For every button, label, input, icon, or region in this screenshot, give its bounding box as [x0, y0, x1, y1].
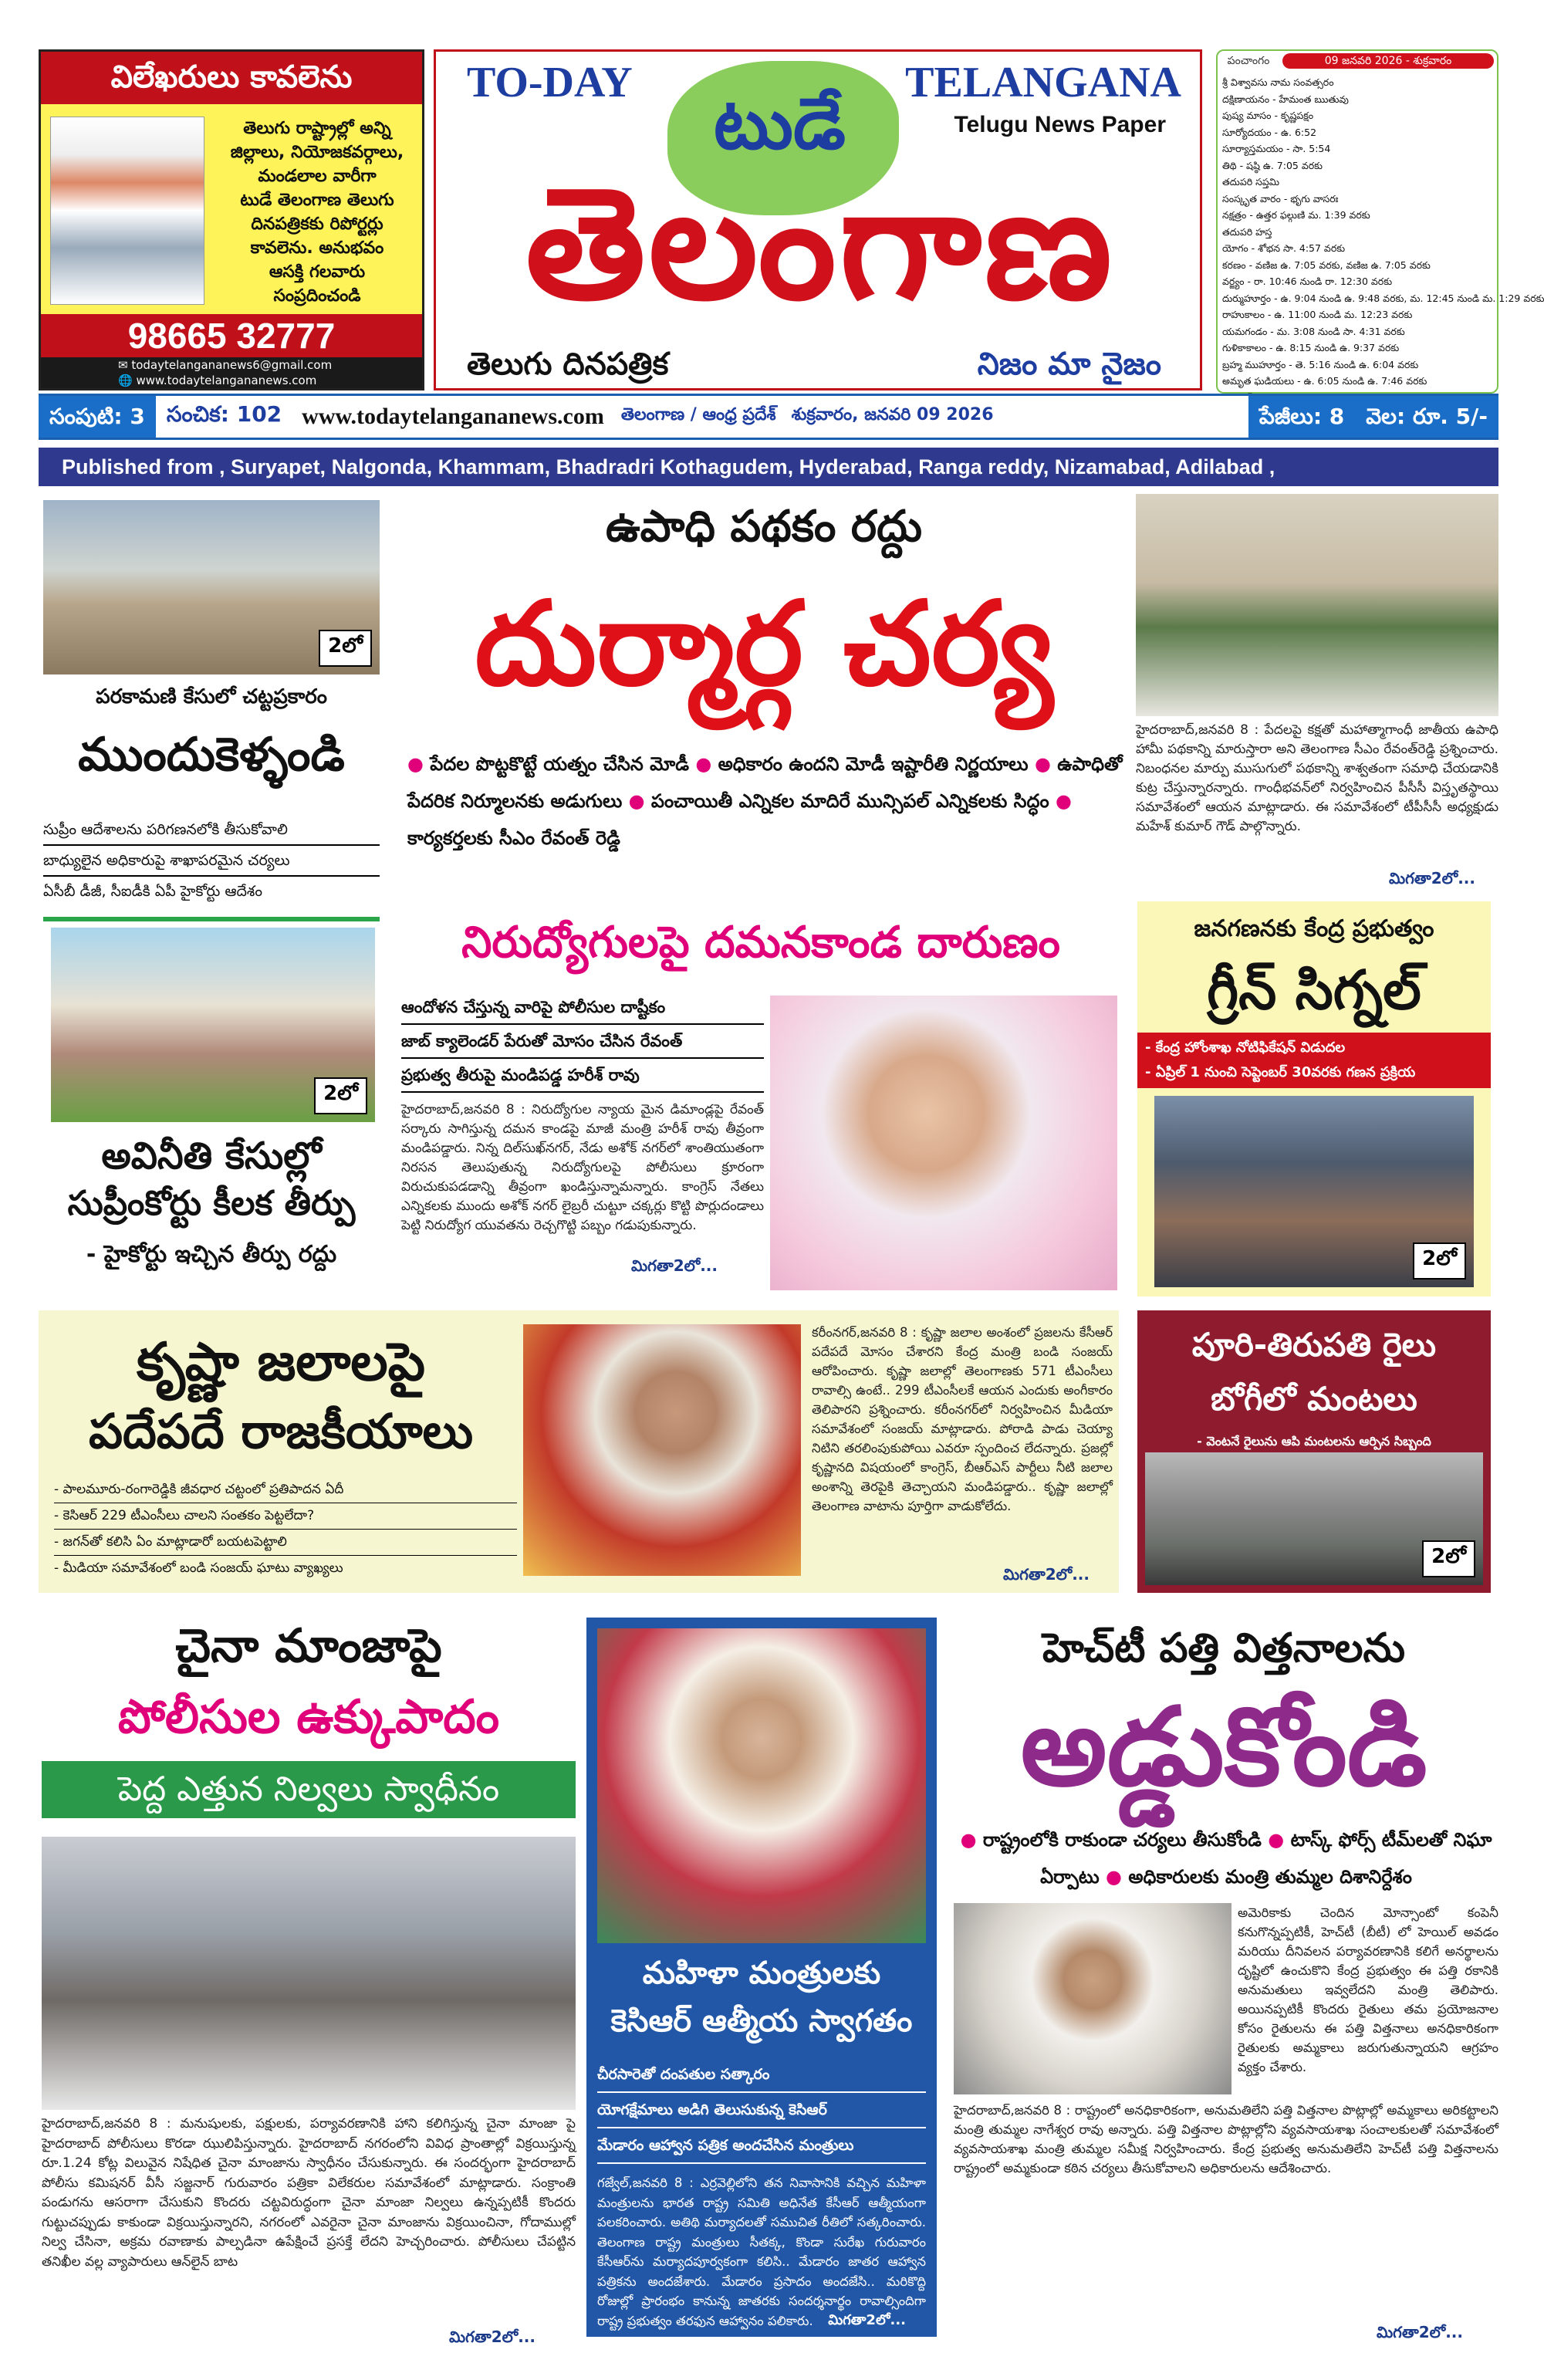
- published-bar: Published from , Suryapet, Nalgonda, Khammam, Bhadradri Kothagudem, Hyderabad, Ranga reddy, Nizamabad, Adilabad ,: [39, 448, 1498, 486]
- price: వెల: రూ. 5/-: [1355, 396, 1498, 438]
- ad-line: ఆసక్తి గలవారు: [269, 262, 366, 282]
- logo-small: టుడే: [714, 83, 846, 165]
- kcr-headline-1: మహిళా మంత్రులకు: [642, 1956, 881, 1991]
- supreme-court-photo: [51, 928, 375, 1122]
- panchangam-line: యమగండం - మ. 3:08 నుండి సా. 4:31 వరకు: [1222, 325, 1405, 337]
- panchangam-line: రాహుకాలం - ఉ. 11:00 నుండి మ. 12:23 వరకు: [1222, 309, 1413, 320]
- tagline-right: నిజం మా నైజం: [977, 347, 1161, 382]
- date: శుక్రవారం, జనవరి 09 2026: [791, 405, 994, 424]
- bullet-dot: ●: [960, 1829, 983, 1851]
- harish-headline: నిరుద్యోగులపై దమనకాండ దారుణం: [461, 918, 1060, 968]
- harish-photo: [770, 996, 1117, 1290]
- bullet: రాష్ట్రంలోకి రాకుండా చర్యలు తీసుకోండి: [982, 1829, 1262, 1851]
- panchangam-line: సంస్కృత వారం - భృగు వాసరః: [1222, 192, 1339, 205]
- price-box: [1248, 396, 1498, 438]
- issue: సంచిక: 102: [166, 401, 282, 427]
- rail-box: [1137, 1310, 1491, 1593]
- panchangam-line: పుష్య మాసం - కృష్ణపక్షం: [1222, 110, 1314, 121]
- bullet: బాధ్యులైన అధికారుపై శాఖాపరమైన చర్యలు: [43, 846, 380, 877]
- htcotton-headline: అడ్డుకోండి: [1020, 1685, 1427, 1810]
- lead-bullets: [407, 745, 1125, 857]
- manja-body: హైదరాబాద్,జనవరి 8 : మనుషులకు, పక్షులకు, పర్యావరణానికి హాని కలిగిస్తున్న చైనా మాంజా పై హైదరాబాద్ పోలీసులు కొరడా ఝులిపిస్తున్నారు. హైదరాబాద్ నగరంలోని వివిధ ప్రాంతాల్లో విక్రయిస్తున్న రూ.1.24 కోట్ల విలువైన నిషేధిత చైనా మాంజాను స్వాధీనం చేసుకున్నారు. ఈ సందర్భంగా హైదరాబాద్ పోలీసు కమిషనర్ వీసీ సజ్జనార్ గురువారం పత్రికా విలేకరుల సమావేశంలో మాట్లాడారు. సంక్రాంతి పండుగను ఆసరాగా చేసుకుని కొందరు చట్టవిరుద్ధంగా చైనా మాంజా నిల్వలు ఉన్నప్పటికీ కొందరు గుట్టుచప్పుడు కాకుండా విక్రయిస్తున్నారని, నగరంలో ఎవరైనా చైనా మాంజాను విక్రయించినా, గోదాముల్లో నిల్వ చేసినా, అక్రమ రవాణాకు పాల్పడినా ఉపేక్షించే ప్రసక్తే లేదని హెచ్చరించారు. పోలీసులు చేపట్టిన తనిఖీల వల్ల వ్యాపారులు ఆన్‌లైన్ బాట: [42, 2116, 576, 2270]
- panchangam-line: నక్షత్రం - ఉత్తర ఫల్గుణి మ. 1:39 వరకు: [1222, 209, 1370, 221]
- panchangam-lines: [1218, 71, 1544, 409]
- lead-more[interactable]: మిగతా2లో...: [1389, 869, 1475, 887]
- census-bullets: [1137, 1033, 1491, 1088]
- lead-body: హైదరాబాద్,జనవరి 8 : పేదలపై కక్షతో మహాత్మాగాంధీ జాతీయ ఉపాధి హామీ పథకాన్ని మారుస్తారా అని తెలంగాణ సీఎం రేవంత్‌రెడ్డి ప్రశ్నించారు. నిబంధనల మార్పు ముసుగులో పథకాన్ని శాశ్వతంగా సమాధి చేయడానికి కుట్ర చేస్తున్నారన్నారు. గాంధీభవన్‌లో నిర్వహించిన పీసీసీ విస్తృతస్థాయి సమావేశంలో ఆయన మాట్లాడారు. ఈ సమావేశంలో టీపీసీసీ అధ్యక్షుడు మహేశ్ కుమార్ గౌడ్ పాల్గొన్నారు.: [1136, 722, 1498, 834]
- panchangam-line: బ్రహ్మ ముహూర్తం - తె. 5:16 నుండి ఉ. 6:04 వరకు: [1222, 358, 1419, 370]
- panchangam-line: దక్షిణాయనం - హేమంత ఋతువు: [1222, 93, 1349, 105]
- highcourt-kicker: పరకామణి కేసులో చట్టప్రకారం: [96, 685, 327, 708]
- htcotton-body-1: అమెరికాకు చెందిన మోన్సాంటో కంపెనీ కనుగొన్నప్పటికీ, హెచ్‌టీ (బీటీ) లో హెయిల్ అవడం మరియు దీనివలన పర్యావరణానికి కలిగే అనర్థాలను దృష్టిలో ఉంచుకొని కేంద్ర ప్రభుత్వం ఈ పత్తి రకానికి అనుమతులు ఇవ్వలేదని మంత్రి తెలిపారు. అయినప్పటికీ కొందరు రైతులు తమ ప్రయోజనాల కోసం రైతులను ఈ పత్తి విత్తనాలు అనధికారికంగా రైతులకు అమ్మకాలు జరుగుతున్నాయని ఆగ్రహం వ్యక్తం చేశారు.: [1238, 1905, 1498, 2074]
- panchangam-date: 09 జనవరి 2026 - శుక్రవారం: [1282, 53, 1494, 69]
- kcr-box: [586, 1618, 937, 2337]
- bullet: ఉపాధితో పేదరిక నిర్మూలనకు అడుగులు: [407, 753, 1123, 812]
- harish-bullets: [401, 991, 764, 1093]
- bullet: పేదల పొట్టకొట్టే యత్నం చేసిన మోడీ: [430, 753, 689, 775]
- info-bar: [39, 394, 1498, 440]
- krishna-more[interactable]: మిగతా2లో...: [1003, 1565, 1090, 1584]
- kcr-body: గజ్వేల్,జనవరి 8 : ఎర్రవెల్లిలోని తన నివాసానికి వచ్చిన మహిళా మంత్రులను భారత రాష్ట్ర సమితి అధినేత కేసీఆర్ ఆత్మీయంగా పలకరించారు. అతిథి మర్యాదలతో సముచిత రీతిలో సత్కరించారు. తెలంగాణ రాష్ట్ర మంత్రులు సీతక్క, కొండా సురేఖ గురువారం కేసీఆర్‌ను మర్యాదపూర్వకంగా కలిసి.. మేడారం జాతర ఆహ్వాన పత్రికను అందజేశారు. మేడారం ప్రసాదం అందజేసి.. మరికొద్ది రోజుల్లో ప్రారంభం కానున్న జాతరకు సందర్శనార్థం రావాల్సిందిగా రాష్ట్ర ప్రభుత్వం తరఫున ఆహ్వానం పలికారు.: [597, 2175, 926, 2328]
- rail-fire-photo: [1145, 1452, 1483, 1585]
- manja-seizure-photo: [42, 1837, 576, 2110]
- bullet-dot: ●: [695, 753, 718, 775]
- manja-headline-2: పోలీసుల ఉక్కుపాదం: [117, 1690, 500, 1744]
- pages: పేజీలు: 8: [1248, 396, 1355, 438]
- census-headline: గ్రీన్ సిగ్నల్: [1207, 958, 1421, 1022]
- recruitment-ad: [39, 49, 424, 390]
- mail-icon: ✉: [118, 358, 132, 372]
- bullet-dot: ●: [407, 753, 431, 775]
- bullet-dot: ●: [1056, 790, 1072, 812]
- panchangam-line: శ్రీ విశ్వావసు నామ సంవత్సరం: [1222, 76, 1334, 88]
- states: తెలంగాణ / ఆంధ్ర ప్రదేశ్: [620, 405, 776, 424]
- bullet: - జగన్‌తో కలిసి ఏం మాట్లాడారో బయటపెట్టాలి: [54, 1530, 517, 1556]
- bullet: మేడారం ఆహ్వాన పత్రిక అందచేసిన మంత్రులు: [597, 2128, 926, 2164]
- bullet: - కేంద్ర హోంశాఖ నోటిఫికేషన్ విడుదల: [1145, 1040, 1346, 1056]
- panchangam-box: [1216, 49, 1544, 394]
- logo-big: తెలంగాణ: [525, 154, 1116, 334]
- volume: సంపుటి: 3: [39, 396, 156, 438]
- highcourt-headline: ముందుకెళ్ళండి: [78, 728, 345, 782]
- green-divider: [43, 917, 380, 921]
- panchangam-head: [1218, 51, 1497, 71]
- panchangam-title: పంచాంగం: [1227, 55, 1270, 67]
- masthead-logo: [434, 49, 1202, 390]
- lead-headline: దుర్మార్గ చర్య: [475, 577, 1053, 712]
- telangana-label: TELANGANA: [905, 59, 1181, 106]
- rail-headline-1: పూరి-తిరుపతి రైలు: [1191, 1326, 1437, 1364]
- bullet: అధికారం ఉందని మోడీ ఇష్టారీతి నిర్ణయాలు: [718, 753, 1029, 775]
- newspaper-thumbnail: [50, 117, 204, 305]
- supreme-headline-1: అవినీతి కేసుల్లో: [101, 1134, 322, 1178]
- kcr-photo: [597, 1628, 926, 1943]
- panchangam-line: యోగం - శోభన సా. 4:57 వరకు: [1222, 242, 1346, 254]
- htcotton-kicker: హెచ్‌టీ పత్తి విత్తనాలను: [1042, 1625, 1406, 1672]
- bullet: టాస్క్ ఫోర్స్ టీమ్‌లతో నిఘా ఏర్పాటు: [1040, 1829, 1492, 1888]
- ad-line: మండలాల వారీగా: [258, 167, 377, 186]
- rail-sub: - వెంటనే రైలును ఆపి మంటలను ఆర్పిన సిబ్బంది: [1197, 1434, 1431, 1449]
- photo-tag: 2లో: [319, 630, 372, 667]
- kcr-bullets: [597, 2057, 926, 2164]
- bullet-dot: ●: [1034, 753, 1058, 775]
- ad-line: కావలెను. అనుభవం: [250, 238, 384, 258]
- htcotton-bullets: [954, 1821, 1498, 1895]
- highcourt-photo: [43, 500, 380, 674]
- bullet: పంచాయితీ ఎన్నికల మాదిరే మున్సిపల్ ఎన్నికలకు సిద్ధం: [650, 790, 1049, 812]
- ad-lines: [211, 117, 424, 308]
- tummala-photo: [954, 1903, 1231, 2094]
- bullet-dot: ●: [1268, 1829, 1291, 1851]
- bullet: ఏసీబీ డీజీ, సీఐడీకి ఏపీ హైకోర్టు ఆదేశం: [43, 883, 263, 900]
- subtitle: Telugu News Paper: [954, 112, 1166, 137]
- bullet-dot: ●: [1106, 1866, 1129, 1888]
- bullet: - పాలమూరు-రంగారెడ్డికి జీవధార చట్టంలో ప్రతిపాదన ఏదీ: [54, 1477, 517, 1503]
- bullet: చీరసారెతో దంపతుల సత్కారం: [597, 2057, 926, 2093]
- ad-web[interactable]: www.todaytelangananews.com: [136, 374, 317, 387]
- revanth-photo: [1136, 494, 1498, 716]
- globe-icon: 🌐: [118, 374, 137, 387]
- highcourt-bullets: [43, 815, 380, 906]
- photo-tag: 2లో: [1422, 1540, 1475, 1577]
- census-photo: [1154, 1096, 1474, 1287]
- bandi-sanjay-photo: [523, 1324, 801, 1576]
- today-label: TO-DAY: [467, 59, 633, 106]
- krishna-headline-2: పదేపదే రాజకీయాలు: [88, 1403, 474, 1459]
- panchangam-line: తిథి - షష్ఠి ఉ. 7:05 వరకు: [1222, 159, 1323, 171]
- ad-line: టుడే తెలంగాణ తెలుగు: [240, 191, 394, 210]
- panchangam-line: దుర్ముహూర్తం - ఉ. 9:04 నుండి ఉ. 9:48 వరకు, మ. 12:45 నుండి మ. 1:29 వరకు: [1222, 292, 1544, 304]
- photo-tag: 2లో: [314, 1077, 367, 1114]
- panchangam-line: అమృత ఘడియలు - ఉ. 6:05 నుండి ఉ. 7:46 వరకు: [1222, 375, 1427, 387]
- bullet: యోగక్షేమాలు అడిగి తెలుసుకున్న కెసిఆర్: [597, 2093, 926, 2128]
- ad-line: సంప్రదించండి: [273, 286, 361, 306]
- panchangam-line: సూర్యాస్తమయం - సా. 5:54: [1222, 143, 1331, 154]
- manja-more[interactable]: మిగతా2లో...: [449, 2328, 536, 2346]
- harish-body: హైదరాబాద్,జనవరి 8 : నిరుద్యోగుల న్యాయ మైన డిమాండ్లపై రేవంత్ సర్కారు సాగిస్తున్న దమన కాండపై మాజీ మంత్రి హరీశ్ రావు తీవ్రంగా మండిపడ్డారు. నిన్న దిల్‌సుఖ్‌నగర్, నేడు అశోక్ నగర్‌లో శాంతియుతంగా నిరసన తెలుపుతున్న నిరుద్యోగులపై పోలీసులు క్రూరంగా విరుచుకుపడడాన్ని తీవ్రంగా ఖండిస్తున్నామన్నారు. కాంగ్రెస్ నేతలు ఎన్నికలకు ముందు అశోక్ నగర్ లైబ్రరీ చుట్టూ చక్కర్లు కొట్టి పొర్లుదండాలు పెట్టి నిరుద్యోగ యువతను రెచ్చగొట్టి పబ్బం గడుపుకున్నారు.: [401, 1102, 764, 1233]
- krishna-headline-1: కృష్ణా జలాలపై: [137, 1332, 425, 1393]
- bullet: - మీడియా సమావేశంలో బండి సంజయ్ ఘాటు వ్యాఖ్యలు: [54, 1560, 343, 1576]
- ad-line: తెలుగు రాష్ట్రాల్లో అన్ని: [243, 119, 391, 138]
- lead-kicker: ఉపాధి పథకం రద్దు: [605, 502, 923, 552]
- bullet: ఆందోళన చేస్తున్న వారిపై పోలీసుల దాష్టీకం: [401, 991, 764, 1025]
- panchangam-line: తదుపరి హస్త: [1222, 225, 1272, 238]
- panchangam-line: తదుపరి సప్తమి: [1222, 176, 1280, 188]
- bullet: - కెసిఆర్ 229 టీఎంసీలు చాలని సంతకం పెట్టలేదా?: [54, 1503, 517, 1530]
- krishna-bullets: [54, 1477, 517, 1581]
- ad-title: విలేఖరులు కావలెను: [41, 52, 422, 104]
- bullet: అధికారులకు మంత్రి తుమ్మల దిశానిర్దేశం: [1128, 1866, 1412, 1888]
- manja-headline-1: చైనా మాంజాపై: [175, 1619, 442, 1673]
- census-box: [1137, 901, 1491, 1296]
- htcotton-more[interactable]: మిగతా2లో...: [1377, 2323, 1463, 2341]
- panchangam-line: గుళికాకాలం - ఉ. 8:15 నుండి ఉ. 9:37 వరకు: [1222, 342, 1400, 353]
- kcr-more[interactable]: మిగతా2లో...: [828, 2312, 906, 2328]
- htcotton-body-2: హైదరాబాద్,జనవరి 8 : రాష్ట్రంలో అనధికారికంగా, అనుమతిలేని పత్తి విత్తనాల పొట్లాల్లో అమ్మకాలు అరికట్టాలని మంత్రి తుమ్మల నాగేశ్వర రావు అన్నారు. పత్తి విత్తనాల పొట్లాల్లోని వ్యవసాయశాఖ సంచాలకులతో సమావేశంలో వ్యవసాయశాఖ మంత్రి తుమ్మల సమీక్ష నిర్వహించారు. కేంద్ర ప్రభుత్వ అనుమతిలేని హెచ్‌టీ పత్తి విత్తనాలను రాష్ట్రంలో అమ్మకుండా కఠిన చర్యలు తీసుకోవాలని అధికారులను ఆదేశించారు.: [954, 2103, 1498, 2175]
- ad-email[interactable]: todaytelangananews6@gmail.com: [131, 358, 333, 372]
- bullet: కార్యకర్తలకు సీఎం రేవంత్ రెడ్డి: [407, 827, 620, 849]
- manja-banner: పెద్ద ఎత్తున నిల్వలు స్వాధీనం: [42, 1761, 576, 1818]
- website[interactable]: www.todaytelangananews.com: [302, 404, 604, 429]
- census-kicker: జనగణనకు కేంద్ర ప్రభుత్వం: [1194, 915, 1434, 942]
- ad-line: జిల్లాలు, నియోజకవర్గాలు,: [230, 143, 404, 162]
- photo-tag: 2లో: [1413, 1242, 1466, 1280]
- ad-line: దినపత్రికకు రిపోర్టర్లు: [251, 215, 383, 234]
- ad-contact: [41, 357, 422, 388]
- supreme-headline-2: సుప్రీంకోర్టు కీలక తీర్పు: [67, 1184, 356, 1223]
- panchangam-line: వర్జ్యం - రా. 10:46 నుండి రా. 12:30 వరకు: [1222, 276, 1393, 287]
- panchangam-line: కరణం - వణిజ ఉ. 7:05 వరకు, వణిజ ఉ. 7:05 వరకు: [1222, 259, 1431, 271]
- bullet-dot: ●: [628, 790, 651, 812]
- panchangam-line: సూర్యోదయం - ఉ. 6:52: [1222, 126, 1317, 138]
- bullet: ప్రభుత్వ తీరుపై మండిపడ్డ హరీశ్ రావు: [401, 1059, 764, 1093]
- kcr-headline-2: కెసిఆర్ ఆత్మీయ స్వాగతం: [610, 2003, 913, 2039]
- bullet: సుప్రీం ఆదేశాలను పరిగణనలోకి తీసుకోవాలి: [43, 815, 380, 846]
- harish-more[interactable]: మిగతా2లో...: [631, 1256, 718, 1275]
- rail-headline-2: బోగీలో మంటలు: [1211, 1380, 1417, 1418]
- krishna-body: కరీంనగర్,జనవరి 8 : కృష్ణా జలాల అంశంలో ప్రజలను కేసీఆర్ పదేపదే మోసం చేశారని కేంద్ర మంత్రి బండి సంజయ్ ఆరోపించారు. కృష్ణా జలాల్లో తెలంగాణకు 571 టీఎంసీలు రావాల్సి ఉంటే.. 299 టీఎంసీలకే ఆయన ఎందుకు అంగీకారం తెలిపారని ప్రశ్నించారు. కరీంనగర్‌లో నిర్వహించిన మీడియా సమావేశంలో సంజయ్ మాట్లాడారు. పోరాడి పాడు చెయ్యా నిటిని తరలింపుకుపోయి ఎవరూ స్పందించ లేదన్నారు. ప్రజల్లో కృష్ణానది విషయంలో కాంగ్రెస్, బీఆర్ఎస్ పార్టీలు నీటి జలాల అంశాన్ని తెరపైకి తెచ్చాయని మండిపడ్డారు.. కృష్ణా జలాల్లో తెలంగాణ వాటాను పూర్తిగా వాడుకోలేదు.: [812, 1325, 1113, 1513]
- tagline-left: తెలుగు దినపత్రిక: [467, 347, 669, 382]
- bullet: - ఏప్రిల్ 1 నుంచి సెప్టెంబర్ 30వరకు గణన ప్రక్రియ: [1145, 1064, 1416, 1080]
- bullet: జాబ్ క్యాలెండర్ పేరుతో మోసం చేసిన రేవంత్: [401, 1025, 764, 1059]
- ad-phone: 98665 32777: [41, 314, 422, 357]
- supreme-sub: - హైకోర్టు ఇచ్చిన తీర్పు రద్దు: [86, 1241, 337, 1268]
